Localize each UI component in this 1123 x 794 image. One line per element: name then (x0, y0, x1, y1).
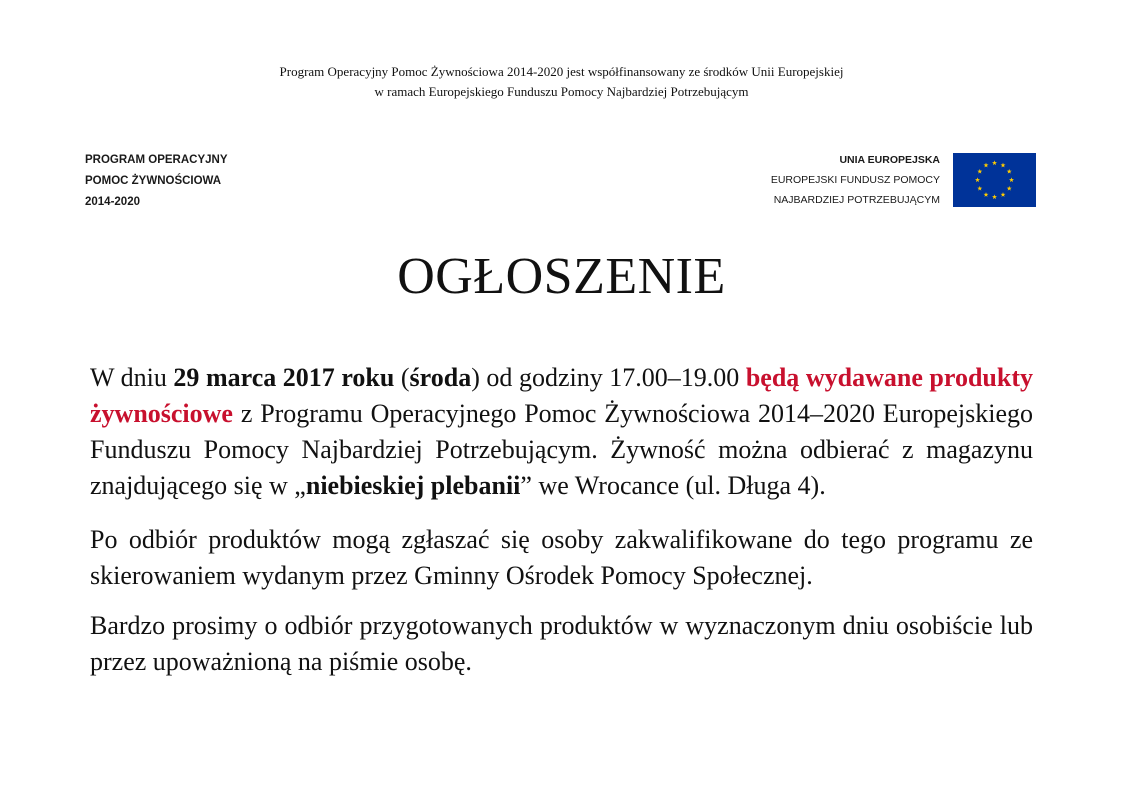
announcement-body (90, 360, 1033, 694)
p1-text-1: W dniu (90, 363, 174, 392)
page-title: OGŁOSZENIE (397, 248, 726, 305)
distribution-highlight: będą wydawane produkty żywnościowe (90, 363, 1033, 428)
eu-logo-line-3: NAJBARDZIEJ POTRZEBUJĄCYM (773, 194, 940, 206)
eu-logo-line-1: UNIA EUROPEJSKA (839, 154, 940, 166)
pickup-place: niebieskiej plebanii (305, 471, 521, 500)
program-logo-line-1: PROGRAM OPERACYJNY (85, 154, 228, 166)
distribution-weekday: środa (409, 363, 472, 392)
eu-logo-text (771, 150, 940, 210)
paragraph-distribution (90, 360, 1033, 504)
paragraph-request: Bardzo prosimy o odbiór przygotowanych produktów w wyznaczonym dniu osobiście lub przez upoważnioną na piśmie osobę. (90, 611, 1033, 676)
eu-logo-line-2: EUROPEJSKI FUNDUSZ POMOCY (770, 174, 940, 186)
p1-text-5: ” we Wrocance (ul. Długa 4). (520, 471, 826, 500)
paragraph-eligibility: Po odbiór produktów mogą zgłaszać się osoby zakwalifikowane do tego programu ze skierowaniem wydanym przez Gminny Ośrodek Pomocy Społecznej. (90, 525, 1033, 590)
p1-text-2: ( (394, 363, 410, 392)
program-logo-line-2: POMOC ŻYWNOŚCIOWA (85, 175, 222, 187)
funding-notice (0, 62, 1123, 102)
p1-text-3: ) od godziny 17.00–19.00 (471, 363, 746, 392)
funding-line-2: w ramach Europejskiego Funduszu Pomocy Najbardziej Potrzebującym (374, 84, 749, 99)
p1-text-4: z Programu Operacyjnego Pomoc Żywnościowa 2014–2020 Europejskiego Funduszu Pomocy Najbardziej Potrzebującym. Żywność można odbierać z magazynu znajdującego się w „ (90, 399, 1033, 500)
funding-line-1: Program Operacyjny Pomoc Żywnościowa 2014-2020 jest współfinansowany ze środków Unii Europejskiej (279, 64, 844, 79)
program-logo-line-3: 2014-2020 (85, 196, 140, 208)
eu-flag-icon (953, 153, 1036, 207)
distribution-date: 29 marca 2017 roku (173, 363, 395, 392)
program-logo (85, 150, 228, 213)
